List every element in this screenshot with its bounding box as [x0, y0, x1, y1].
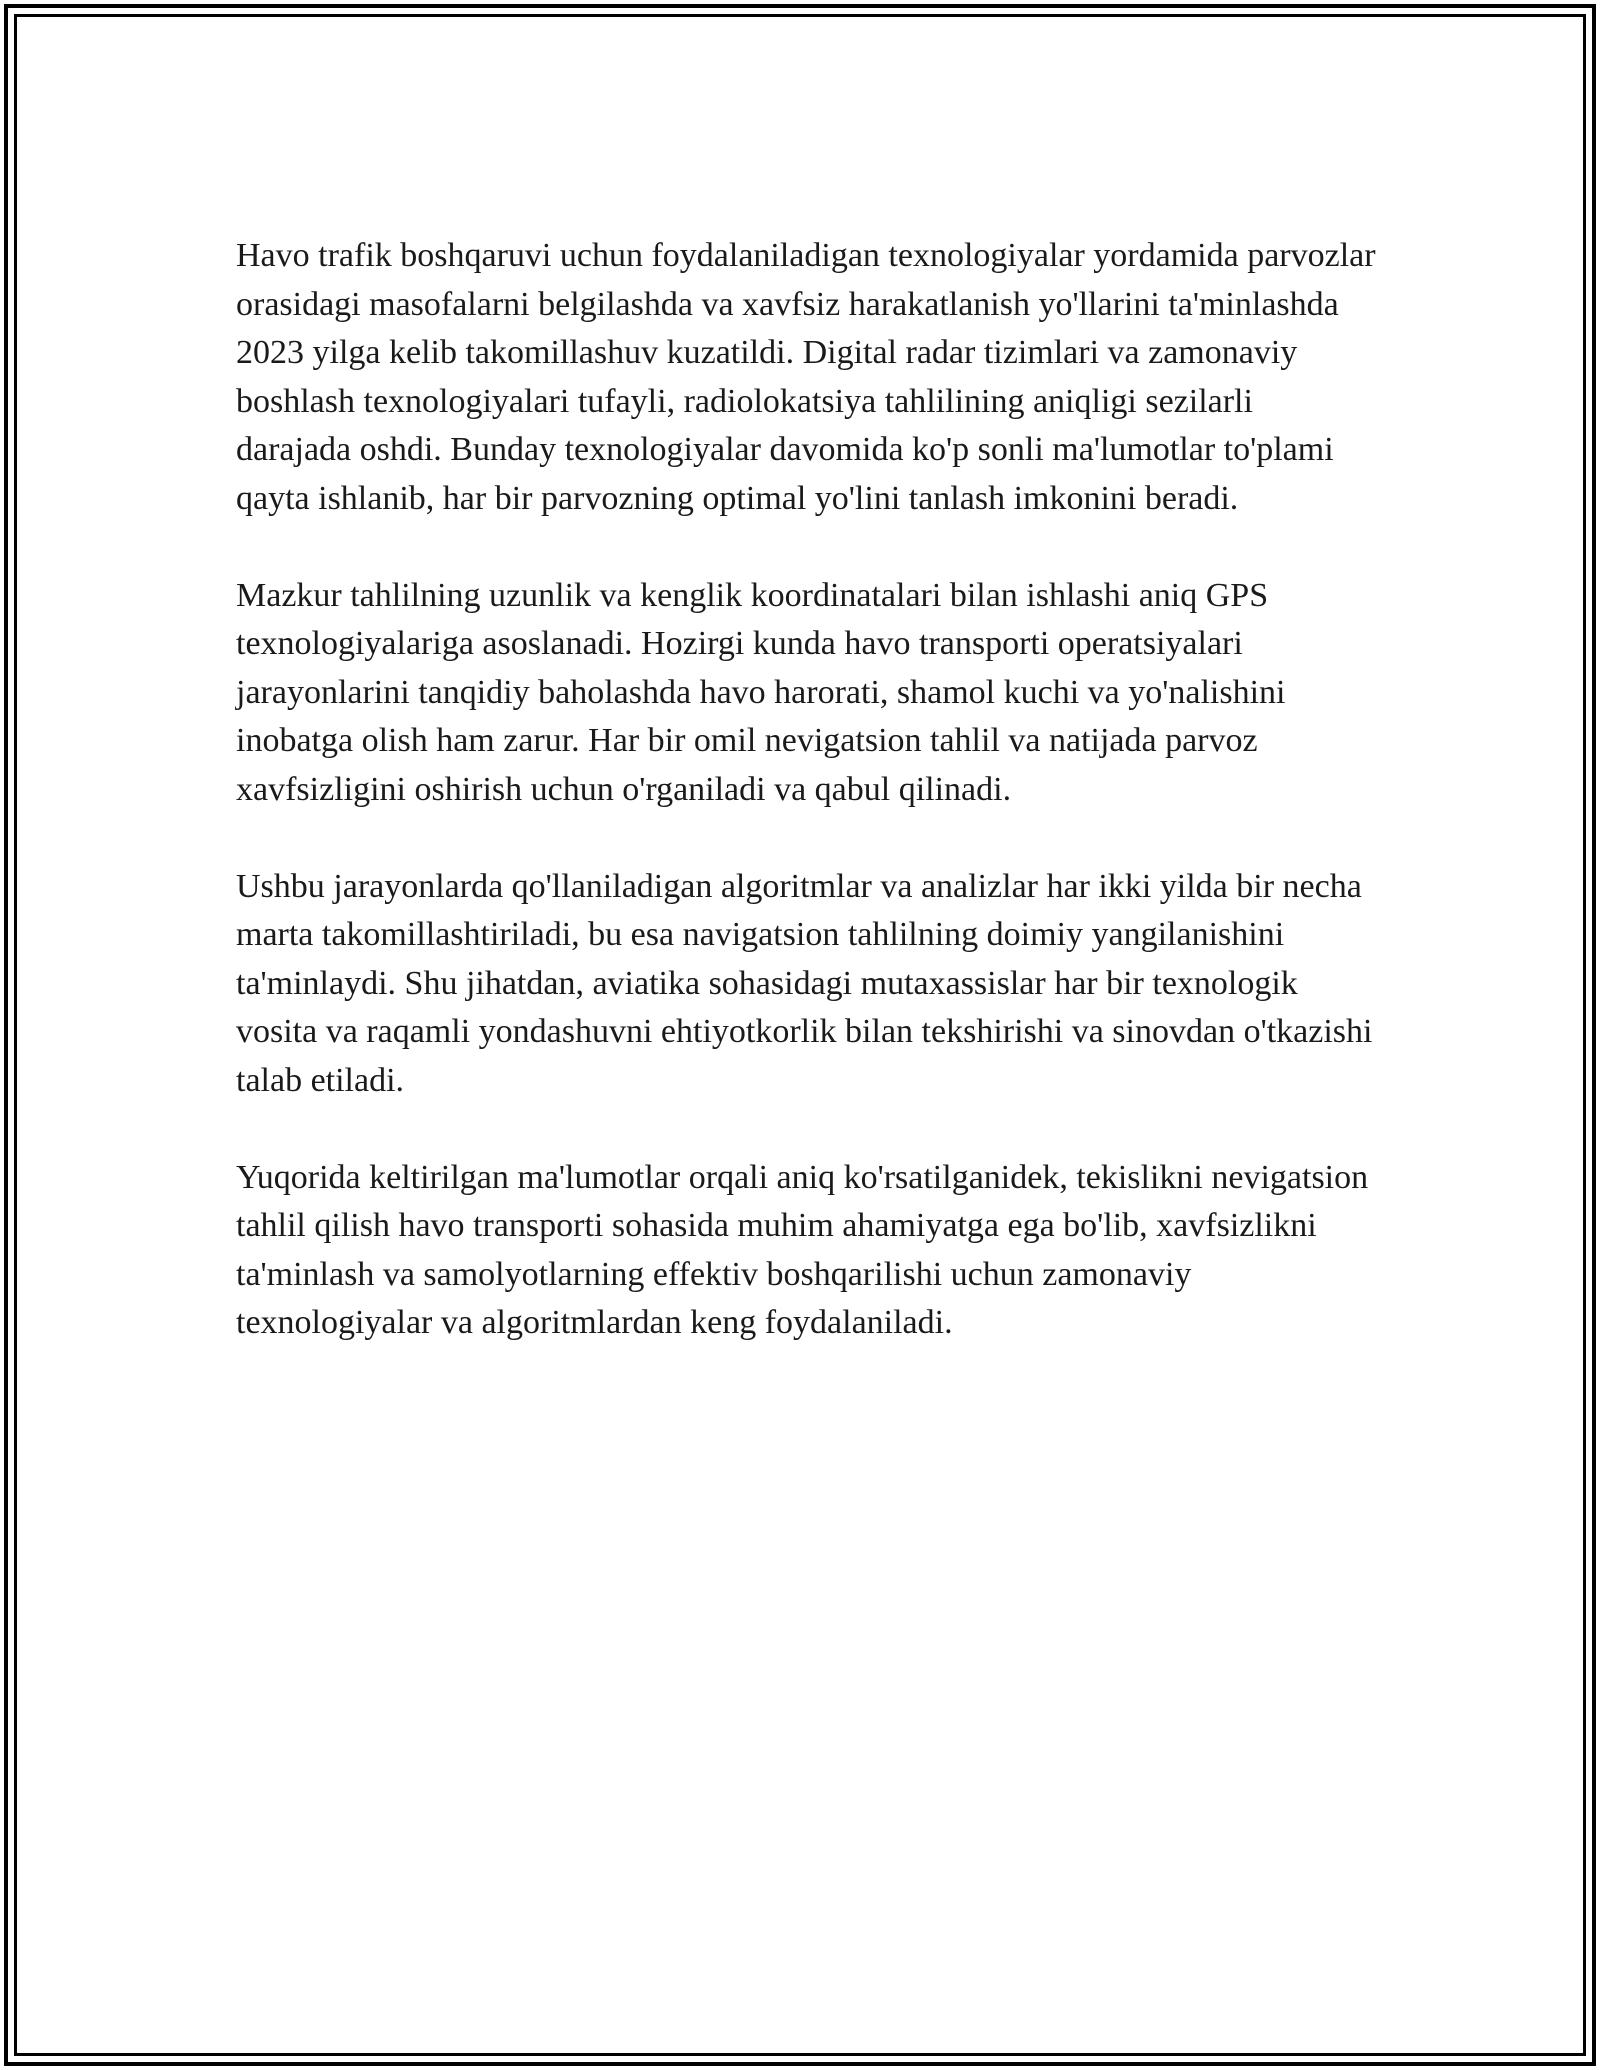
paragraph-1: Havo trafik boshqaruvi uchun foydalaniladigan texnologiyalar yordamida parvozlar orasidagi masofalarni belgilashda va xavfsiz harakatlanish yo'llarini ta'minlashda 2023 yilga kelib takomillashuv kuzatildi. Digital radar tizimlari va zamonaviy boshlash texnologiyalari tufayli, radiolokatsiya tahlilining aniqligi sezilarli darajada oshdi. Bunday texnologiyalar davomida ko'p sonli ma'lumotlar to'plami qayta ishlanib, har bir parvozning optimal yo'lini tanlash imkonini beradi.: [236, 237, 1376, 517]
paragraph-4: Yuqorida keltirilgan ma'lumotlar orqali aniq ko'rsatilganidek, tekislikni nevigatsion tahlil qilish havo transporti sohasida muhim ahamiyatga ega bo'lib, xavfsizlikni ta'minlash va samolyotlarning effektiv boshqarilishi uchun zamonaviy texnologiyalar va algoritmlardan keng foydalaniladi.: [236, 1158, 1369, 1341]
paragraph-2: Mazkur tahlilning uzunlik va kenglik koordinatalari bilan ishlashi aniq GPS texnologiyalariga asoslanadi. Hozirgi kunda havo transporti operatsiyalari jarayonlarini tanqidiy baholashda havo harorati, shamol kuchi va yo'nalishini inobatga olish ham zarur. Har bir omil nevigatsion tahlil va natijada parvoz xavfsizligini oshirish uchun o'rganiladi va qabul qilinadi.: [236, 576, 1286, 808]
paragraph-3: Ushbu jarayonlarda qo'llaniladigan algoritmlar va analizlar har ikki yilda bir necha marta takomillashtiriladi, bu esa navigatsion tahlilning doimiy yangilanishini ta'minlaydi. Shu jihatdan, aviatika sohasidagi mutaxassislar har bir texnologik vosita va raqamli yondashuvni ehtiyotkorlik bilan tekshirishi va sinovdan o'tkazishi talab etiladi.: [236, 867, 1373, 1099]
document-body: [236, 232, 1376, 1396]
